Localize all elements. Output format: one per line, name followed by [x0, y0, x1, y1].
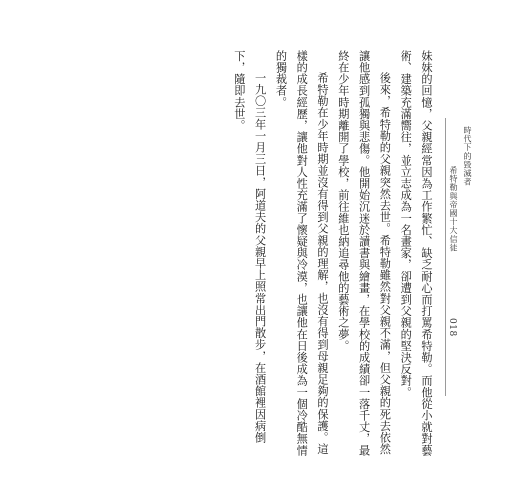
paragraph: 一九〇三年一月三日，阿道夫的父親早上照常出門散步，在酒館裡因病倒下，隨即去世。 [232, 50, 267, 444]
book-title: 時代下的毀滅者 [463, 126, 472, 187]
chapter-title: 希特勒與帝國十大信徒 [449, 166, 458, 252]
paragraph: 妹妹的回憶，父親經常因為工作繁忙、缺乏耐心而打罵希特勒。而他從小就對藝術、建築充滿嚮往，並立志成為一名畫家，卻遭到父親的堅決反對。 [399, 50, 433, 456]
header-divider [445, 118, 446, 396]
paragraph: 後來，希特勒的父親突然去世。希特勒雖然對父親不滿，但父親的死去依然讓他感到孤獨與悲傷。他開始沉迷於讀書與繪畫，在學校的成績卻一落千丈，最終在少年時期離開了學校，前往維也納追尋他的藝術之夢。 [336, 50, 392, 456]
page-number: 018 [447, 318, 457, 337]
running-head [448, 126, 472, 252]
body-text [80, 50, 436, 462]
paragraph: 希特勒在少年時期並沒有得到父親的理解，也沒有得到母親足夠的保護。這樣的成長經歷，讓他對人性充滿了懷疑與冷漠，也讓他在日後成為一個冷酷無情的獨裁者。 [274, 50, 330, 456]
